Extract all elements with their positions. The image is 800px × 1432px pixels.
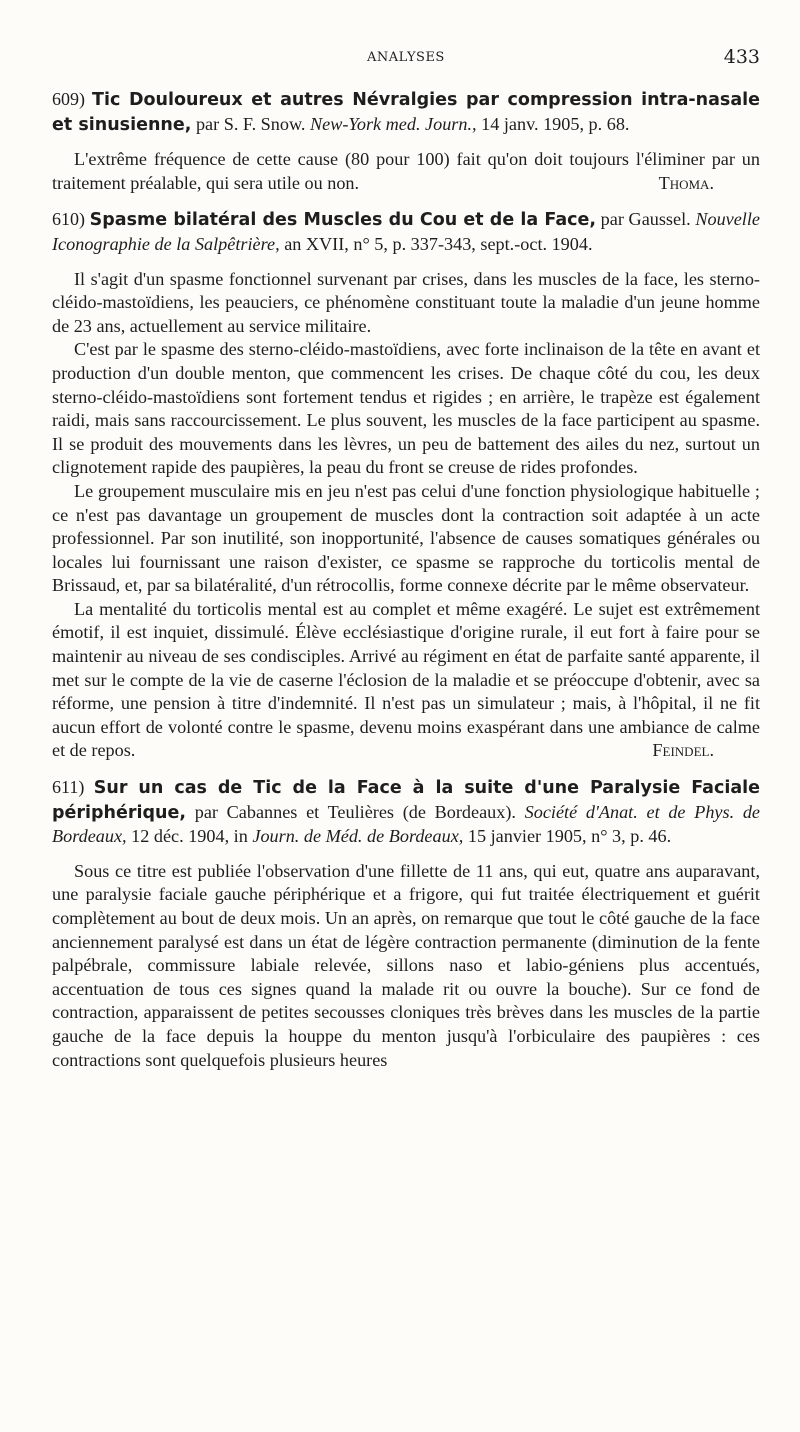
paragraph-text: La mentalité du torticolis mental est au complet et même exagéré. Le sujet est extrêmement émotif, il est inquiet, dissimulé. Élève ecclésiastique d'origine rurale, il eut fort à faire pour se maintenir au niveau de ses condisciples. Arrivé au régiment en état de parfaite santé apparente, il met sur le compte de la vie de caserne l'éclosion de la maladie et se préoccupe d'obtenir, avec sa réforme, une pension à titre d'indemnité. Il n'est pas un simulateur ; mais, à l'hôpital, il ne fit aucun effort de volonté contre le spasme, devenu moins exaspérant dans une ambiance de calme et de repos. xyxy=(52,598,760,761)
paragraph: Il s'agit d'un spasme fonctionnel survenant par crises, dans les muscles de la face, les sterno-cléido-mastoïdiens, les peauciers, ce phénomène constituant toute la maladie d'un jeune homme de 23 ans, actuellement au service militaire. xyxy=(52,268,760,336)
running-header xyxy=(52,46,760,70)
reviewer-signature: Thoma. xyxy=(658,172,714,193)
entry-609 xyxy=(52,88,760,195)
citation-journal: Nouvelle Iconographie de la Salpêtrière, xyxy=(52,209,760,254)
entry-609-header xyxy=(52,88,760,137)
entry-title: Sur un cas de Tic de la Face à la suite d'une Paralysie Faciale périphérique, xyxy=(52,778,761,823)
paragraph: C'est par le spasme des sterno-cléido-mastoïdiens, avec forte inclinaison de la tête en avant et production d'un double menton, que commencent les crises. De chaque côté du cou, les deux sterno-cléido-mastoïdiens sont fortement tendus et rigides ; en arrière, le trapèze est également raidi, mais sans raccourcissement. Le plus souvent, les muscles de la face participent au spasme. Il se produit des mouvements dans les lèvres, un peu de battement des ailes du nez, surtout un clignotement rapide des paupières, la peau du front se creuse de rides profondes. xyxy=(52,339,760,478)
citation-authors: par Cabannes et Teulières (de Bordeaux). xyxy=(186,801,525,822)
paragraph xyxy=(52,598,760,763)
citation-journal: New-York med. Journ., xyxy=(310,113,477,134)
entry-title: Spasme bilatéral des Muscles du Cou et de la Face, xyxy=(89,210,597,231)
page-content xyxy=(52,88,760,1072)
entry-611-header xyxy=(52,776,760,849)
citation-journal: Société d'Anat. et de Phys. de Bordeaux, xyxy=(52,801,760,847)
citation-authors: par Gaussel. xyxy=(596,209,696,230)
entry-title: Tic Douloureux et autres Névralgies par compression intra-nasale et sinusienne, xyxy=(52,90,760,135)
citation-date: 12 déc. 1904, in xyxy=(126,826,253,847)
paragraph-text: L'extrême fréquence de cette cause (80 pour 100) fait qu'on doit toujours l'éliminer par un traitement préalable, qui sera utile ou non. xyxy=(52,149,760,193)
reviewer-signature: Feindel. xyxy=(652,740,714,761)
citation-details: an XVII, n° 5, p. 337-343, sept.-oct. 1904. xyxy=(279,233,593,254)
entry-number: 611) xyxy=(52,777,85,798)
entry-610 xyxy=(52,208,760,763)
citation-details: 14 janv. 1905, p. 68. xyxy=(476,113,630,134)
citation-authors: par S. F. Snow. xyxy=(191,113,311,134)
entry-611 xyxy=(52,776,760,1072)
running-title: ANALYSES xyxy=(367,50,445,65)
citation-journal-2: Journ. de Méd. de Bordeaux, xyxy=(252,826,464,847)
paragraph: Le groupement musculaire mis en jeu n'est pas celui d'une fonction physiologique habituelle ; ce n'est pas davantage un groupement de muscles dont la contraction soit adaptée à un acte professionnel. Par son inutilité, son inopportunité, l'absence de causes somatiques générales ou locales lui fournissant une raison d'exister, ce spasme se rapproche du torticolis mental de Brissaud, et, par sa bilatéralité, d'un rétrocollis, forme connexe décrite par le même observateur. xyxy=(52,480,760,596)
paragraph: Sous ce titre est publiée l'observation d'une fillette de 11 ans, qui eut, quatre ans auparavant, une paralysie faciale gauche périphérique et a frigore, qui fut traitée électriquement et guérit complètement au bout de deux mois. Un an après, on remarque que tout le côté gauche de la face anciennement paralysé est dans un état de légère contraction permanente (diminution de la fente palpébrale, commissure labiale relevée, sillons naso et labio-géniens plus accentués, accentuation de tous ces signes quand la malade rit ou ouvre la bouche). Sur ce fond de contraction, apparaissent de petites secousses cloniques très brèves dans les muscles de la partie gauche de la face depuis la houppe du menton jusqu'à l'orbiculaire des paupières : ces contractions sont quelquefois plusieurs heures xyxy=(52,860,760,1070)
citation-details: 15 janvier 1905, n° 3, p. 46. xyxy=(463,826,672,847)
page-number: 433 xyxy=(723,46,760,68)
entry-number: 609) xyxy=(52,89,85,109)
paragraph xyxy=(52,148,760,195)
entry-number: 610) xyxy=(52,209,85,230)
entry-610-header xyxy=(52,208,760,256)
